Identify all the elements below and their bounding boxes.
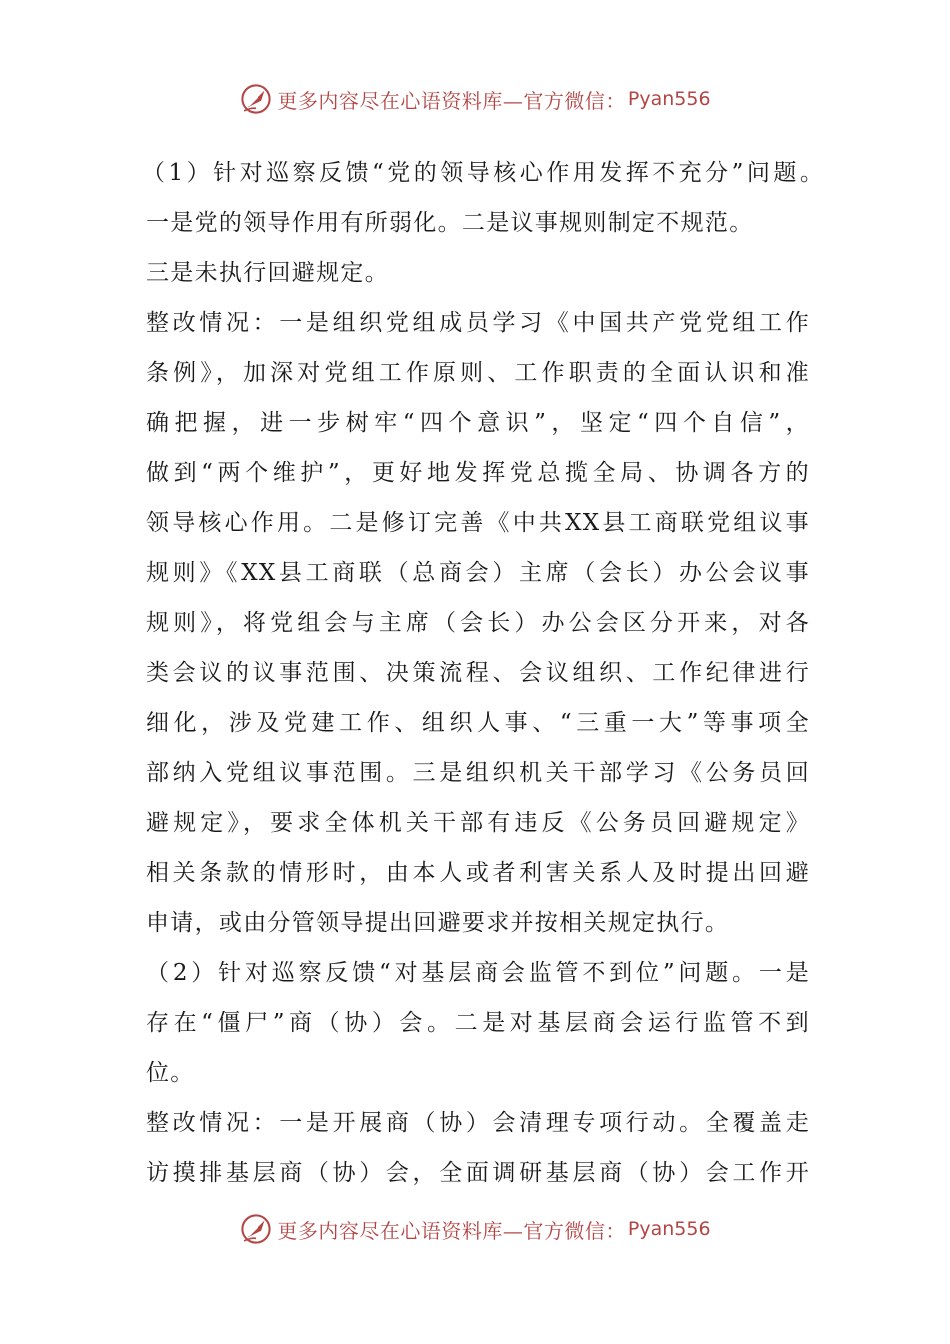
footer-watermark (0, 1212, 950, 1246)
text-line: 位。 (146, 1060, 195, 1086)
watermark-text: 更多内容尽在心语资料库—官方微信： (277, 1218, 626, 1243)
text-line: 三是未执行回避规定。 (146, 260, 389, 286)
text-line: 存在“僵尸”商（协）会。二是对基层商会运行监管不到 (146, 1010, 810, 1036)
text-line: 一是党的领导作用有所弱化。二是议事规则制定不规范。 (146, 210, 754, 236)
text-line: 整改情况：一是组织党组成员学习《中国共产党党组工作 (146, 310, 810, 336)
text-line: （1）针对巡察反馈“党的领导核心作用发挥不充分”问题。 (142, 160, 824, 186)
text-line: 领导核心作用。二是修订完善《中共XX县工商联党组议事 (146, 510, 810, 536)
watermark-wechat-id: Pyan556 (627, 1218, 711, 1240)
text-line: 类会议的议事范围、决策流程、会议组织、工作纪律进行 (146, 660, 810, 686)
text-line: （2）针对巡察反馈“对基层商会监管不到位”问题。一是 (146, 960, 810, 986)
text-line: 相关条款的情形时，由本人或者利害关系人及时提出回避 (146, 860, 810, 886)
quill-logo-icon (239, 82, 273, 116)
text-line: 整改情况：一是开展商（协）会清理专项行动。全覆盖走 (146, 1110, 810, 1136)
text-line: 细化，涉及党建工作、组织人事、“三重一大”等事项全 (146, 710, 810, 736)
text-line: 申请，或由分管领导提出回避要求并按相关规定执行。 (146, 910, 730, 936)
text-line: 条例》，加深对党组工作原则、工作职责的全面认识和准 (146, 360, 810, 386)
quill-logo-icon (239, 1212, 273, 1246)
watermark-wechat-id: Pyan556 (627, 88, 711, 110)
text-line: 确把握，进一步树牢“四个意识”，坚定“四个自信”， (146, 410, 810, 436)
text-line: 做到“两个维护”，更好地发挥党总揽全局、协调各方的 (146, 460, 810, 486)
text-line: 避规定》，要求全体机关干部有违反《公务员回避规定》 (146, 810, 810, 836)
watermark-text: 更多内容尽在心语资料库—官方微信： (277, 88, 626, 113)
document-body (142, 148, 824, 1198)
text-line: 规则》，将党组会与主席（会长）办公会区分开来，对各 (146, 610, 810, 636)
header-watermark (0, 82, 950, 116)
text-line: 规则》《XX县工商联（总商会）主席（会长）办公会议事 (146, 560, 810, 586)
text-line: 部纳入党组议事范围。三是组织机关干部学习《公务员回 (146, 760, 810, 786)
text-line: 访摸排基层商（协）会，全面调研基层商（协）会工作开 (146, 1160, 810, 1186)
